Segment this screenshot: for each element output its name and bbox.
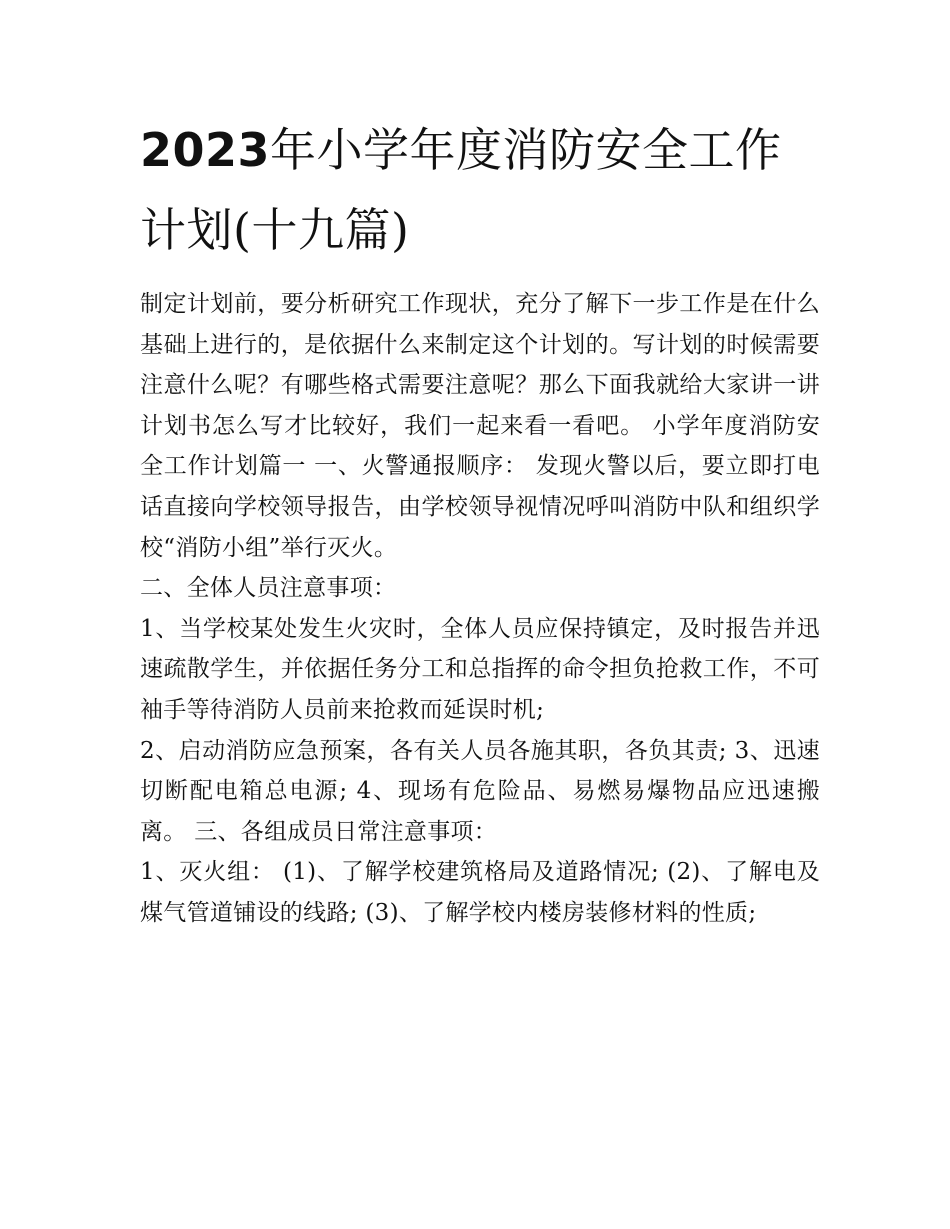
paragraph-item-2: 2、启动消防应急预案，各有关人员各施其职，各负其责; 3、迅速切断配电箱总电源; 4、现场有危险品、易燃易爆物品应迅速搬离。 三、各组成员日常注意事项：	[140, 737, 820, 845]
paragraph-section-heading: 二、全体人员注意事项：	[140, 575, 397, 602]
document-title	[140, 110, 820, 270]
title-year: 2023	[140, 123, 271, 177]
document-body	[140, 284, 820, 934]
paragraph-item-3: 1、灭火组： (1)、了解学校建筑格局及道路情况; (2)、了解电及煤气管道铺设的线路; (3)、了解学校内楼房装修材料的性质;	[140, 859, 820, 926]
paragraph-intro: 制定计划前，要分析研究工作现状，充分了解下一步工作是在什么基础上进行的，是依据什么来制定这个计划的。写计划的时候需要注意什么呢？有哪些格式需要注意呢？那么下面我就给大家讲一讲计划书怎么写才比较好，我们一起来看一看吧。 小学年度消防安全工作计划篇一 一、火警通报顺序： 发现火警以后，要立即打电话直接向学校领导报告，由学校领导视情况呼叫消防中队和组织学校“消防小组”举行灭火。	[140, 291, 820, 561]
title-text: 年小学年度消防安全工作计划(十九篇)	[140, 123, 782, 257]
paragraph-item-1: 1、当学校某处发生火灾时，全体人员应保持镇定，及时报告并迅速疏散学生，并依据任务分工和总指挥的命令担负抢救工作，不可袖手等待消防人员前来抢救而延误时机;	[140, 615, 820, 723]
document-page	[140, 110, 820, 934]
